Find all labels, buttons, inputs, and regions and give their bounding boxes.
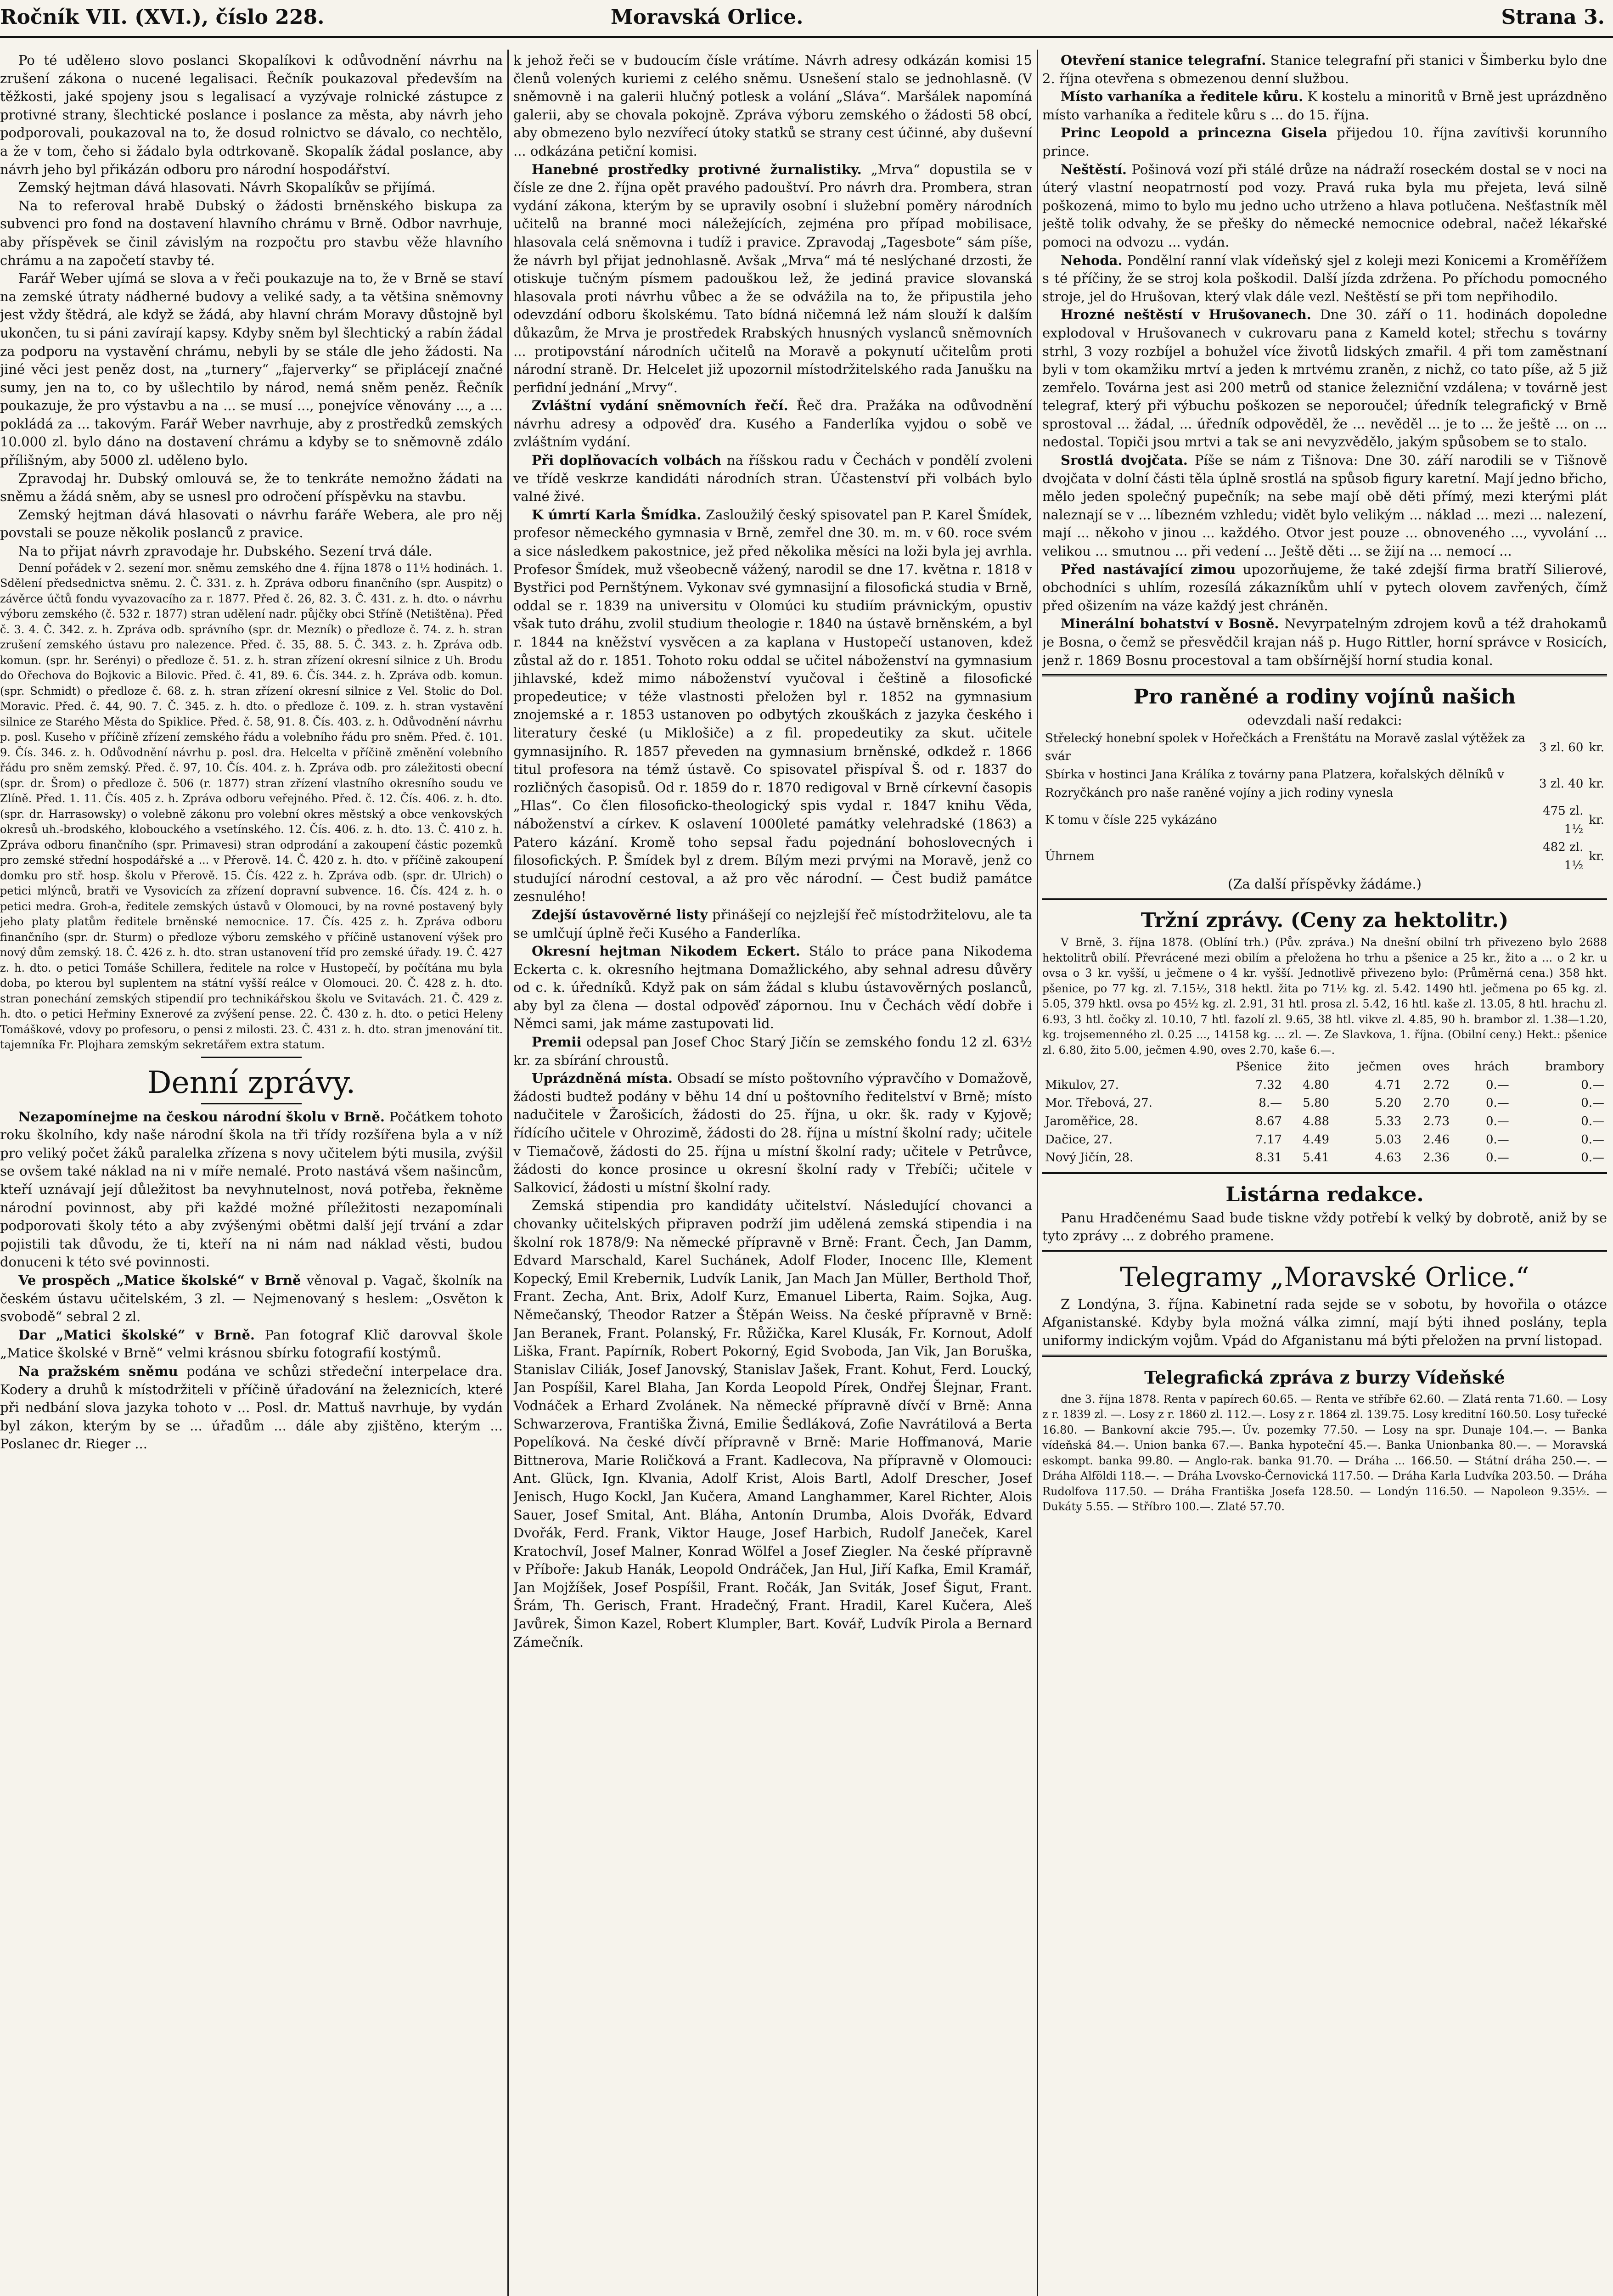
table-cell: 2.70 [1423,1096,1450,1110]
table-cell: 5.33 [1375,1114,1402,1128]
news-headline: K úmrtí Karla Šmídka. [532,506,702,523]
table-row [1042,1149,1607,1167]
news-body: odepsal pan Josef Choc Starý Jičín se zemského fondu 12 zl. 63½ kr. za sbírání chroustů. [513,1034,1032,1068]
news-body: přijedou 10. října zavítivši korunního prince. [1042,125,1607,159]
article-paragraph: Po té udělено slovo poslanci Skopalíkovi k odůvodnění návrhu na zrušení zákona o nucené legalisaci. Řečník poukazoval především na těžkosti, jaké spojeny jsou s legalisací a vyzývaje rolnické zástupce z protivné strany, šlechtické poslance i poslance za města, aby návrh jeho podporovali, poukazoval na to, že dosud rolnictvo se dávalo, co nechtělo, a že v tom, čeho si žádalo byla odtrkovaně. Skopalík žádal poslance, aby návrh jeho byl přikázán odboru pro národní hospodářství. [0,52,503,177]
column-header: ječmen [1358,1060,1402,1074]
news-body: podána ve schůzi středeční interpelace dra. Kodery a druhů k místodržiteli v příčině úřadování na železnicích, které při nedbání slova jazyka tohoto v ... Posl. dr. Mattuš navrhuje, by vydán byl zákon, kterým by se ... úřadům ... dále aby zjištěno, kterým ... Poslanec dr. Rieger ... [0,1363,503,1452]
news-body: Řeč dra. Pražáka na odůvodnění návrhu adresy a odpověď dra. Kusého a Fanderlíka vyjdou o sobě ve zvláštním vydání. [513,398,1032,450]
news-headline: Zvláštní vydání sněmovních řečí. [532,398,788,414]
divider [201,1103,302,1104]
table-cell: 0.— [1581,1132,1604,1147]
table-cell: 8.67 [1255,1114,1282,1128]
news-headline: Zdejší ústavověrné listy [532,906,708,923]
page-header [0,0,1613,38]
table-cell: Mor. Třebová, 27. [1045,1096,1152,1110]
divider [1042,674,1607,676]
column-rule [507,50,509,2296]
news-headline: Uprázdněná místa. [532,1070,673,1086]
news-body: Píše se nám z Tišnova: Dne 30. září narodili se v Tišnově dvojčata v dolní části těla úplně srostlá na spůsob figury karetní. Mají jedno břicho, mělo jeden společný pupečník; na sebe mají obě děti přímý, mezi kterými plát naleznají se v ... líbezném vzhledu; vidět bylo velikým ... náklad ... mezi ... nalezení, mají ... někoho v jinou ... každého. Otvor jest pouze ... obnoveného ..., vyvolání ... velikou ... smutnou ... při vedení ... Ještě děti ... se žijí na ... nemocí ... [1042,452,1607,559]
table-row [1042,1131,1607,1149]
donation-amount: 3 zl. 40 [1539,777,1584,791]
news-item [1042,161,1607,252]
column-header [1042,1058,1208,1076]
news-headline: Neštěstí. [1061,161,1127,177]
article-paragraph: Na to přijat návrh zpravodaje hr. Dubského. Sezení trvá dále. [18,543,433,559]
news-headline: Při doplňovacích volbách [532,452,721,468]
masthead-title: Moravská Orlice. [611,6,804,29]
donation-table [1042,730,1607,875]
news-headline: Minerální bohatství v Bosně. [1061,616,1279,632]
divider [1042,1172,1607,1174]
table-cell: 4.63 [1375,1151,1402,1165]
news-item [513,906,1032,942]
table-cell: 0.— [1485,1114,1509,1128]
news-item [1042,124,1607,160]
news-item [513,161,1032,397]
donation-label: K tomu v čísle 225 vykázáno [1045,813,1217,827]
news-headline: Před nastávající zimou [1061,561,1236,577]
page-number: Strana 3. [1501,6,1605,29]
donation-label: Úhrnem [1045,850,1095,864]
news-item [513,1197,1032,1651]
news-item [1042,561,1607,615]
news-item [0,1326,503,1362]
column-header: hrách [1474,1060,1509,1074]
table-cell: 4.71 [1375,1078,1402,1092]
news-body: věnoval p. Vagač, školník na českém ústavu učitelském, 3 zl. — Nejmenovaný s heslem: „Osvěton k svobodě“ sebral 2 zl. [0,1272,503,1325]
donation-amount: 475 zl. 1½ [1543,804,1584,836]
column-1 [0,51,503,2296]
donation-note: (Za další příspěvky žádáme.) [1228,876,1422,892]
news-body: Počátkem tohoto roku školního, kdy naše národní škola na tři třídy rozšířena byla a v níž pro veliký počet žáků paralelka zřízena s novy učitelem býti musila, zvýšil se ovšem také náklad na ni v míře nemalé. Proto nastává všem našincům, kteří uznávají její důležitost ba nevyhnutelnost, nová potřeba, řekněme národní povinnost, aby při každé možné příležitosti nezapomínali podporovati školy této a aby zvýšenými obětmi další její trvání a zdar pojistili tak důvodu, že ti, kteří na ni nám nad náklad věsti, budou donuceni k této své povinnosti. [0,1109,503,1270]
table-cell: 0.— [1581,1151,1604,1165]
news-headline: Hrozné neštěstí v Hrušovanech. [1061,307,1311,323]
market-title: Tržní zprávy. (Ceny za hektolitr.) [1141,909,1509,933]
letters-title: Listárna redakce. [1225,1182,1424,1206]
table-header [1042,1058,1607,1076]
news-item [513,1033,1032,1069]
telegrams-title: Telegramy „Moravské Orlice.“ [1120,1261,1529,1293]
table-cell: 4.49 [1303,1132,1330,1147]
news-body: přinášejí co nejzlejší řeč místodržitelovu, ale ta se umlčují úplně řeči Kusého a Fanderlíka. [513,906,1032,941]
table-cell: 2.72 [1423,1078,1450,1092]
order-of-day: Denní pořádek v 2. sezení mor. sněmu zemského dne 4. října 1878 o 11½ hodinách. 1. Sdělení předsednictva sněmu. 2. Č. 331. z. h. Zpráva odboru finančního (spr. Auspitz) o závěrce účtů fondu vyvazovacího za r. 1877. Před č. 26, 82. 3. Č. 431. z. h. dto. o návrhu výboru zemského (č. 532 r. 1877) stran udělení nadr. půjčky obci Stříně (Netištěna). Před č. 3. 4. Č. 342. z. h. Zpráva odb. správního (spr. dr. Mezník) o předloze č. 74. z. h. stran zrušení zemského ústavu pro nalezence. Před. č. 35, 88. 5. Č. 343. z. h. Zpráva odb. komun. (spr. hr. Serényi) o předloze č. 51. z. h. stran zřízení okresní silnice z Uh. Brodu do Ořechova do Bojkovic a Bilovic. Před. č. 41, 89. 6. Čís. 344. z. h. Zpráva odb. komun. (spr. Schmidt) o předloze č. 68. z. h. stran zřízení okresní silnice z Vel. Stolic do Dol. Moravic. Před. č. 44, 90. 7. Č. 345. z. h. dto. o předloze č. 109. z. h. stran vystavění silnice ze Starého Města do Spiklice. Před. č. 58, 91. 8. Čís. 403. z. h. Odůvodnění návrhu p. posl. Kuseho v příčině zřízení zemského řádu a volebního řádu pro sněm. Před. č. 101. 9. Čís. 346. z. h. Odůvodnění návrhu p. posl. dra. Helcelta v příčině změnění volebního řádu pro sněm zemský. Před. č. 97, 10. Čís. 404. z. h. Zpráva odb. pro záležitosti obecní (spr. dr. Šrom) o předloze č. 506 (r. 1877) stran zřízení vlastního okresního soudu ve Zlíně. Před. 1. 11. Čís. 405 z. h. Zpráva odboru veřejného. Před. č. 12. Čís. 406. z. h. dto. (spr. dr. Harrasowsky) o volebně zákonu pro volební okres městský a obce venkovských okresů uh.-brodského, klobouckého a vsetínského. 12. Čís. 406. z. h. dto. 13. Č. 410 z. h. Zpráva odboru finančního (spr. Primavesi) stran odprodání a zakoupení částic pozemků pro zemské střední hospodářské a ... v Přerově. 14. Č. 420 z. h. dto. v příčině zakoupení domku pro stř. hosp. školu v Přerově. 15. Čís. 422 z. h. Zpráva odb. (spr. dr. Ulrich) o petici mlýnců, bratři ve Vysovicích za zřízení dopravní subvence. 16. Čís. 424 z. h. o petici medra. Groh-a, ředitele zemských ústavů v Olomouci, by na rovné postavený byly jeho platy platům ředitele brněnské nemocnice. 17. Čís. 425 z. h. Zpráva odboru finančního (spr. dr. Sturm) o předloze výboru zemského v příčině ustanovení výšek pro nový dům zemský. 18. Č. 426 z. h. dto. stran ustanovení tříd pro zemské úřady. 19. Č. 427 z. h. dto. o petici Tomáše Schillera, ředitele na rolce v Hustopečí, by počítána mu byla doba, po kterou byl suplentem na státní vyšší reálce v Olomouci. 20. Č. 428 z. h. dto. stran ponechání zemských stipendií pro technikářskou školu ve Svitavách. 21. Č. 429 z. h. dto. o petici Heřminy Exnerové za zvýšení pense. 22. Č. 430 z. h. dto. o petici Heleny Tomáškové, vdovy po profesoru, o pensi z milosti. 23. Č. 431 z. h. dto. stran jmenování tit. tajemníka Fr. Plojhara zemským sekretářem extra statum. [0,561,503,1052]
table-row [1042,766,1607,802]
table-row [1042,1076,1607,1095]
news-body: K kostelu a minoritů v Brně jest uprázdněno místo varhaníka a ředitele kůru s ... do 15. října. [1042,89,1607,123]
market-table [1042,1058,1607,1167]
table-cell: 8.31 [1255,1151,1282,1165]
news-item [0,1108,503,1272]
table-cell: 4.80 [1303,1078,1330,1092]
news-item [513,942,1032,1033]
donation-unit: kr. [1589,777,1604,791]
column-header: brambory [1545,1060,1604,1074]
news-item [513,397,1032,451]
column-header: žito [1307,1060,1330,1074]
news-headline: Na pražském sněmu [18,1363,178,1379]
article-paragraph: Zpravodaj hr. Dubský omlouvá se, že to tenkráte nemožno žádati na sněmu a žádá sněm, aby se usnesl pro odročení příspěvku na stavbu. [0,470,503,505]
news-item [513,506,1032,906]
table-cell: 0.— [1485,1132,1509,1147]
telegrams-text: Z Londýna, 3. října. Kabinetní rada sejde se v sobotu, by hovořila o otázce Afganistanské. Kdyby byla možná válka zimní, mají býti ihned poslány, tepla uniformy indickým vojům. Vpád do Afganistanu má býti přeložen na první listopad. [1042,1296,1607,1349]
table-cell: 0.— [1581,1078,1604,1092]
news-body: Pondělní ranní vlak vídeňský sjel z koleji mezi Konicemi a Kroměřížem s té příčiny, že se stroj kola poškodil. Další jízda zdržena. Po příchodu pomocného stroje, jel do Hrušovan, který vlak dále vezl. Neštěstí se při tom nepřihodilo. [1042,252,1607,304]
news-headline: Okresní hejtman Nikodem Eckert. [532,943,800,959]
news-body: Dne 30. září o 11. hodinách dopoledne explodoval v Hrušovanech v cukrovaru pana z Kameld kotel; střechu s továrny strhl, 3 vozy rozbíjel a bohužel více životů lidských zmařil. 4 při tom zaměstnaní byli v tom okamžiku mrtví a jeden k mrtvému zraněn, z nichž, co tato píše, až 5 již zemřelo. Továrna jest asi 200 metrů od stanice železniční vzdálena; v továrně jest telegraf, který při výbuchu poškozen se neporoučel; úředník telegrafický v Brně sprostoval ... žádal, ... úředník odpověděl, že ... nevěděl ... je to ... že ještě ... on ... nedostal. Topiči jsou mrtvi a tak se ani nevyzvědělo, jakým spůsobem se to stalo. [1042,307,1607,450]
article-paragraph: Zemský hejtman dává hlasovati. Návrh Skopalíkův se přijímá. [18,180,436,196]
news-item [1042,451,1607,561]
table-cell: 0.— [1581,1114,1604,1128]
news-headline: Otevření stanice telegrafní. [1061,52,1266,68]
section-title: Denní zprávy. [147,1064,356,1100]
table-cell: Nový Jičín, 28. [1045,1151,1134,1165]
news-item [0,1272,503,1326]
news-body: na říšskou radu v Čechách v pondělí zvoleni ve třídě veskrze kandidáti národních stran. Účastenství při volbách bylo valné živé. [513,452,1032,505]
news-headline: Princ Leopold a princezna Gisela [1061,125,1327,141]
news-body: „Mrva“ dopustila se v čísle ze dne 2. října opět pravého padouštví. Pro návrh dra. Prombera, stran vydání zákona, kterým by se upravily osobní i služební poměry národních učitelů na branné moci náležejících, zejména pro případ mobilisace, hlasovala celá sněmovna i tudíž i pravice. Zpravodaj „Tagesbote“ sám píše, že návrh byl přijat jednohlasně. Avšak „Mrva“ má té neslýchané drzosti, že otiskuje tučným písmem padouškou lež, že jediná pravice slovanská hlasovala proti návrhu vůbec a že se odvážila na to, že připustila jeho odevzdání odboru školskému. Tato bídná ničemná lež nám slouží k dalším důkazům, že Mrva je prostředek Rrabských hnusných vyslanců sněmovních ... protipovstání národních učitelů na Moravě a pokynutí učitelům proti národní straně. Dr. Helcelet již upozornil místodržitelského rada Janušku na perfidní jednání „Mrvy“. [513,161,1032,395]
exchange-text: dne 3. října 1878. Renta v papírech 60.65. — Renta ve stříbře 62.60. — Zlatá renta 71.60. — Losy z r. 1839 zl. —. Losy z r. 1860 zl. 112.—. Losy z r. 1864 zl. 139.75. Losy kreditní 160.50. Losy tuřecké 16.80. — Bankovní akcie 795.—. Úv. pozemky 77.50. — Losy na spr. Dunaje 104.—. — Banka vídeňská 84.—. Union banka 67.—. Banka hypoteční 45.—. Banka Unionbanka 80.—. — Moravská eskompt. banka 99.80. — Anglo-rak. banka 91.70. — Dráha ... 166.50. — Státní dráha 250.—. — Dráha Alföldi 118.—. — Dráha Lvovsko-Černovická 117.50. — Dráha Karla Ludvíka 203.50. — Dráha Rudolfova 117.50. — Dráha Františka Josefa 128.50. — Londýn 116.50. — Napoleon 9.35½. — Dukáty 5.55. — Stříbro 100.—. Zlaté 57.70. [1042,1392,1607,1514]
table-cell: 5.03 [1375,1132,1402,1147]
divider [201,1057,302,1058]
news-body: Stálo to práce pana Nikodema Eckerta c. k. okresního hejtmana Domažlického, aby sehnal adresu důvěry od c. k. úředníků. Když pak on sám žádal s klubu ústavověrných poslanců, aby byl za člena — dostal odpověď zápornou. Inu v Čechách vědí dobře i Němci sami, jak máme zastupovati lid. [513,943,1032,1032]
table-cell: 4.88 [1303,1114,1330,1128]
news-body: Obsadí se místo poštovního výpravčího v Domažově, žádosti budtež podány v běhu 14 dní u poštovního ředitelství v Brně; místo nadučitele v Žarošicích, žádosti do 25. října, u okr. šk. rady v Kyjově; řídícího učitele v Ohrozimě, žádosti do 28. října u místní školní rady; učitele v Tiemačově, žádosti do 25. října u místní školní rady; učitele v Petrůvce, žádosti do konce prosince u okresní školní rady v Třebíči; učitele v Salkovicí, žádosti u místní školní rady. [513,1070,1032,1195]
article-paragraph: Farář Weber ujímá se slova a v řeči poukazuje na to, že v Brně se staví na zemské útraty nádherné budovy a veliké sady, a ta většina sněmovny jest vždy štědrá, ale když se žádá, aby hlavní chrám Moravy důstojně byl ukončen, tu si páni zavírají kapsy. Kdyby sněm byl šlechtický a rabín žádal za podporu na vystavění chrámu, nebyli by se stále dle jeho žádosti. Na jiné věci jest peněz dost, na „turnery“ „fajerverky“ se připlácejí značné sumy, jen na to, co by ušlechtilo by národ, nemá sněm peněz. Řečník poukazuje, že pro výstavbu a na ... se musí ..., ponejvíce věnovány ..., a ... pokládá za ... takovým. Farář Weber navrhuje, aby z prostředků zemských 10.000 zl. bylo dáno na dostavení chrámu a kdyby se to sněmovně zdálo přílišným, aby 5000 zl. uděleno bylo. [0,270,503,468]
news-item [0,1362,503,1453]
article-paragraph: k jehož řeči se v budoucím čísle vrátíme. Návrh adresy odkázán komisi 15 členů volených kuriemi z celého sněmu. Usnešení stalo se jednohlasně. (V sněmovně i na galerii hlučný potlesk a volání „Sláva“. Maršálek napomíná galerii, aby se chovala pokojně. Zpráva výboru zemského o žádosti 58 obcí, aby obmezeno bylo nezvířecí útoky statků se strany cest účinné, aby duševní ... odkázána petiční komisi. [513,52,1032,159]
letters-text: Panu Hradčenému Saad bude tiskne vždy potřebí k velký by dobrotě, aniž by se tyto zprávy ... z dobrého pramene. [1042,1210,1607,1244]
table-cell: 2.46 [1423,1132,1450,1147]
column-3 [1042,51,1607,2296]
table-cell: Dačice, 27. [1045,1132,1113,1147]
donation-amount: 482 zl. 1½ [1543,840,1584,872]
news-body: Zemská stipendia pro kandidáty učitelství. Následující chovanci a chovanky učitelských připraven podrží jim udělená zemská stipendia i na školní rok 1878/9: Na německé přípravně v Brně: Frant. Čech, Jan Damm, Edvard Marschald, Karel Suchánek, Adolf Floder, Inocenc Ille, Klement Kopecký, Emil Krebernik, Ludvík Lanik, Jan Mach Jan Müller, Berthold Thoř, Frant. Zecha, Ant. Brix, Adolf Kurz, Emanuel Liberta, Raim. Sojka, Aug. Němečanský, Theodor Ratzer a Štěpán Weiss. Na české přípravně v Brně: Jan Beranek, Frant. Polanský, Fr. Růžička, Karel Klusák, Fr. Kornout, Adolf Liška, Frant. Papírník, Robert Pokorný, Egid Svoboda, Jan Vik, Jan Boruška, Stanislav Ciliák, Josef Janovský, Stanislav Jašek, Frant. Kohut, Ferd. Loucký, Jan Pospíšil, Karel Blaha, Jan Korda Leopold Pírek, Ondřej Šlejnar, Frant. Vodnáček a Erhard Zvolánek. Na německé přípravně dívčí v Brně: Anna Schwarzerova, Františka Živná, Emilie Šedláková, Zofie Navrátilová a Berta Popelíková. Na české dívčí přípravně v Brně: Marie Hoffmanová, Marie Bittnerova, Marie Roličková a Frant. Kadlecova, Na přípravně v Olomouci: Ant. Glück, Ign. Klvania, Adolf Krist, Alois Bartl, Adolf Drescher, Josef Jenisch, Hugo Kockl, Jan Kučera, Amand Langhammer, Karel Richter, Alois Sauer, Josef Smital, Ant. Bláha, Antonín Drumba, Alois Dvořák, Edvard Dvořák, Ferd. Frank, Viktor Hauge, Josef Harbich, Rudolf Janeček, Karel Kratochvíl, Josef Malner, Konrad Wölfel a Josef Ziegler. Na české přípravně v Příboře: Jakub Hanák, Leopold Ondráček, Jan Hul, Jiří Kafka, Emil Kramář, Jan Mojžíšek, Josef Pospíšil, Frant. Ročák, Jan Sviták, Josef Šigut, Frant. Šrám, Th. Gerisch, Frant. Hradečný, Frant. Hradil, Karel Kučera, Aleš Javůrek, Šimon Kazel, Robert Klumpler, Bart. Kovář, Ludvík Pirola a Bernard Zámečník. [513,1198,1032,1650]
table-cell: 2.73 [1423,1114,1450,1128]
news-item [1042,88,1607,124]
news-body: Pan fotograf Klič darovval škole „Matice školské v Brně“ velmi krásnou sbírku fotografií kostýmů. [0,1327,503,1361]
news-item [1042,615,1607,670]
divider [1042,898,1607,900]
table-row [1042,838,1607,875]
article-paragraph: Zemský hejtman dává hlasovati o návrhu faráře Webera, ale pro něj povstali se pouze několik poslanců z pravice. [0,506,503,541]
table-cell: 7.32 [1255,1078,1282,1092]
news-headline: Premii [532,1034,582,1050]
column-rule [1037,50,1038,2296]
table-cell: 5.41 [1303,1151,1330,1165]
news-item [513,451,1032,506]
news-body: Zasloužilý český spisovatel pan P. Karel Šmídek, profesor německého gymnasia v Brně, zemřel dne 30. m. m. v 60. roce svém a sice následkem pakostnice, jež před několika měsíci na loži byla jej avrhla. Profesor Šmídek, muž všeobecně vážený, narodil se dne 17. května r. 1818 v Bystřici pod Pernštýnem. Vykonav své gymnasijní a filosofická studia v Brně, oddal se r. 1839 na universitu v Olomúci ku studiím právnickým, opustiv však tuto dráhu, zvolil studium theologie r. 1840 na ústavě brněnském, a byl r. 1844 na kněžství vysvěcen a za kaplana v Hustopečí ustanoven, kdež zůstal až do r. 1851. Tohoto roku oddal se učitel náboženství na gymnasium jihlavské, kdež mimo náboženství vyučoval i češtině a filosofické propedeutice; v téže vlastnosti přeložen byl r. 1852 na gymnasium znojemské a r. 1853 ustanoven po odbytých zkouškách z jazyka českého i literatury české (u Miklošiče) a z fil. propedeutiky za skut. učitele gymnasijního. R. 1857 převeden na gymnasium brněnské, odkdež r. 1866 titul profesora na témž ústavě. Co spisovatel přispíval Š. od r. 1837 do rozličných časopisů. Od r. 1859 do r. 1870 redigoval v Brně církevní časopis „Hlas“. Co člen filosoficko-theologický spis vydal r. 1847 knihu Věda, náboženství a církev. K oslavení 1000leté památky velehradské (1863) a Patero kázání. Kromě toho sepsal řadu pojednání bohoslovecných i filosofických. P. Šmídek byl z drem. Bílým mezi prvými na Moravě, jenž co studující národní cestoval, a až pro věc národní. — Čest budiž památce zesnulého! [513,506,1032,905]
table-cell: 0.— [1581,1096,1604,1110]
donation-unit: kr. [1589,813,1604,827]
donation-amount: 3 zl. 60 [1539,740,1584,754]
news-body: upozorňujeme, že také zdejší firma bratří Silierové, obchodníci s uhlím, rozesílá zákazníkům uhlí v pytech olovem zavřených, čímž před ošizením na váze každý jest chráněn. [1042,561,1607,613]
article-paragraph: Na to referoval hrabě Dubský o žádosti brněnského biskupa za subvenci pro fond na dostavení hlavního chrámu v Brně. Odbor navrhuje, aby příspěvek se činil závislým na rozpočtu pro stavbu věže hlavního chrámu a na započetí stavby té. [0,197,503,268]
table-cell: 0.— [1485,1078,1509,1092]
table-cell: 0.— [1485,1096,1509,1110]
news-headline: Nezapomínejme na českou národní školu v Brně. [18,1109,385,1125]
donation-unit: kr. [1589,740,1604,754]
issue-info: Ročník VII. (XVI.), číslo 228. [0,6,325,29]
table-cell: Mikulov, 27. [1045,1078,1119,1092]
news-headline: Nehoda. [1061,252,1123,268]
table-row [1042,802,1607,838]
donation-label: Sbírka v hostinci Jana Králíka z továrny pana Platzera, kořalských dělníků v Rozryčkánch pro naše raněné vojíny a jich rodiny vynesla [1045,767,1505,800]
news-item [1042,252,1607,306]
table-cell: 5.20 [1375,1096,1402,1110]
table-row [1042,1113,1607,1131]
table-cell: 2.36 [1423,1151,1450,1165]
exchange-title: Telegrafická zpráva z burzy Vídeňské [1144,1367,1505,1388]
donation-title: Pro raněné a rodiny vojínů našich [1133,685,1516,709]
market-text: V Brně, 3. října 1878. (Oblíní trh.) (Pův. zpráva.) Na dnešní obilní trh přivezeno bylo 2688 hektolitrů obilí. Převrácené mezi obilím a přeložena ho trhu a pšenice a 25 kr., žito a ... o 2 kr. u ovsa o 3 kr. vyšší, u ječmene o 4 kr. vyšší. Jednotlivě přivezeno bylo: (Průměrná cena.) 358 hkt. pšenice, po 77 kg. zl. 7.15½, 318 hektl. žita po 71½ kg. zl. 5.42. 1490 htl. ječmena po 65 kg. zl. 5.05, 379 hktl. ovsa po 45½ kg. zl. 2.91, 31 htl. prosa zl. 5.42, 16 htl. kaše zl. 13.05, 8 htl. hrachu zl. 6.93, 3 htl. čočky zl. 10.10, 7 htl. fazolí zl. 9.65, 38 htl. vikve zl. 4.85, 90 h. brambor zl. 1.38—1.20, kg. trojsemenného zl. 0.25 ..., 14158 kg. ... zl. —. Ze Slavkova, 1. října. (Obilní ceny.) Hekt.: pšenice zl. 6.80, žito 5.00, ječmen 4.90, oves 2.70, kaše 6.—. [1042,936,1607,1057]
news-headline: Srostlá dvojčata. [1061,452,1188,468]
donation-subtitle: odevzdali naší redakci: [1247,712,1402,728]
news-headline: Ve prospěch „Matice školské“ v Brně [18,1272,301,1288]
news-headline: Místo varhaníka a ředitele kůru. [1061,89,1304,105]
news-body: Stanice telegrafní při stanici v Šimberku bylo dne 2. října otevřena s obmezenou denní službou. [1042,52,1607,86]
news-item [1042,51,1607,88]
table-cell: 0.— [1485,1151,1509,1165]
table-row [1042,1094,1607,1113]
news-item [513,1069,1032,1197]
column-2 [513,51,1032,2296]
donation-label: Střelecký honební spolek v Hořečkách a Frenštátu na Moravě zaslal výtěžek za svár [1045,731,1526,764]
news-body: Pošinová vozí při stálé drůze na nádraží roseckém dostal se v noci na úterý vlastní neopatrností pod vozy. Pravá ruka byla mu přejeta, levá silně poškozená, mimo to bylo mu jedno ucho utrženo a hlava potlučena. Nešťastník měl ještě tolik odvahy, že se přešky do německé nemocnice odebral, načež lékařské pomoci na odvozu ... vydán. [1042,161,1607,250]
table-cell: 5.80 [1303,1096,1330,1110]
table-row [1042,730,1607,766]
news-headline: Hanebné prostředky protivné žurnalistiky. [532,161,862,177]
donation-unit: kr. [1589,850,1604,864]
table-cell: 8.— [1259,1096,1282,1110]
column-header: oves [1422,1060,1450,1074]
table-cell: Jaroměřice, 28. [1045,1114,1138,1128]
news-item [1042,306,1607,451]
table-cell: 7.17 [1255,1132,1282,1147]
divider [1042,1250,1607,1252]
column-header: Pšenice [1236,1060,1282,1074]
news-headline: Dar „Matici školské“ v Brně. [18,1327,255,1343]
divider [1042,1355,1607,1357]
news-body: Nevyrpatelným zdrojem kovů a též drahokamů je Bosna, o čemž se přesvědčil krajan náš p. Hugo Rittler, horní správce v Rosicích, jenž r. 1869 Bosnu procestoval a tam obšírnější horní studia konal. [1042,616,1607,668]
